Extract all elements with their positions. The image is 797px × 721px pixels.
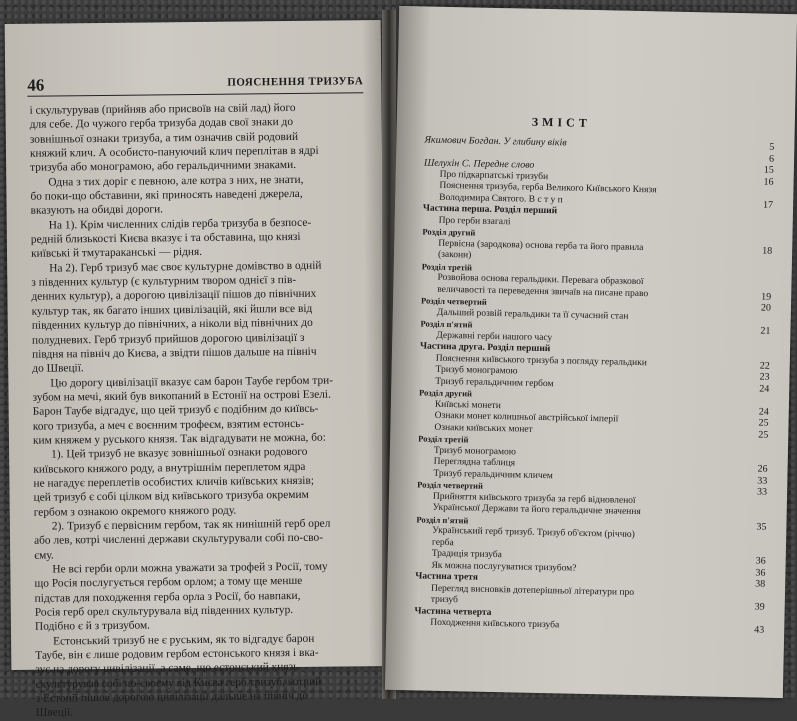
toc-entry-title: Розділ третій: [418, 433, 469, 445]
text-line: єму.: [34, 549, 54, 562]
text-line: 2). Тризуб є первісним гербом, так як нинішній герб орел: [51, 517, 331, 533]
text-line: редній близькості Києва вказує і та обставина, що князі: [30, 230, 301, 246]
text-line: Барон Таубе відгадує, що цей тризуб є подібним до київсь-: [32, 402, 319, 418]
toc-entry-title: Частина третя: [415, 571, 478, 583]
toc-entry-page: 36: [755, 566, 766, 579]
text-line: культур так, як багато інших цивілізацій, які йшли все від: [31, 302, 313, 318]
toc-entry-title: Первісна (зародкова) основа герба та його правила: [438, 238, 644, 253]
toc-entry-page: 35: [756, 521, 767, 533]
toc-entry-title: Якимович Богдан. У глибину віків: [424, 134, 567, 149]
toc-entry-title: Як можна послугуватися тризубом?: [431, 560, 577, 574]
toc-entry-title: Володимира Святого. В с т у п: [439, 192, 563, 205]
toc-entry-title: Розділ четвертий: [420, 295, 487, 307]
toc-entry-page: 6: [768, 153, 775, 165]
text-line: зубом на мечі, який був викопаний в Естонії на острові Езелі.: [32, 388, 331, 404]
toc-entry-page: 33: [756, 486, 768, 498]
toc-entry-page: 19: [761, 291, 772, 303]
text-line: з Естонії пішов дорогою цивілізації дальше на північ до: [35, 689, 309, 705]
text-line: для себе. До чужого герба тризуба додав свої знаки до: [29, 116, 294, 132]
toc-entry-title: Частина друга. Розділ перший: [419, 341, 551, 355]
toc-entry-title: Про герби взагалі: [438, 215, 511, 227]
toc-entry-page: 23: [759, 371, 770, 383]
text-line: Швеції.: [35, 706, 74, 720]
table-of-contents: [414, 134, 774, 636]
text-line: тризуба або монограмою, або геральдичними знаками.: [30, 159, 297, 175]
toc-entry-title: Переглядна таблиця: [433, 456, 516, 469]
toc-entry-title: Тризуб монограмою: [433, 445, 516, 457]
toc-entry-title: Перегляд висновків дотеперішньої літератури про: [430, 583, 635, 598]
toc-entry-page: 16: [763, 176, 774, 188]
toc-entry-title: Тризуб монограмою: [435, 364, 518, 377]
body-text: [29, 100, 371, 720]
text-line: Росія герб орел скультурувала від південних культур.: [34, 604, 294, 619]
toc-entry-page: 18: [762, 245, 773, 257]
toc-entry-title: Традиція тризуба: [431, 548, 502, 561]
toc-entry-title: Розділ другий: [419, 387, 473, 399]
text-line: до Швеції.: [32, 362, 84, 375]
text-line: Естонський тризуб не є руським, як то відгадує барон: [53, 632, 315, 648]
toc-entry-title: Розділ п'ятий: [420, 318, 473, 330]
text-line: з південних культур (є культурним твором однієї з пів-: [31, 274, 297, 289]
toc-entry-page: 24: [759, 383, 770, 395]
text-line: київського княжого роду, а внутрішнім переплетом ядра: [33, 460, 306, 476]
left-page: [5, 20, 388, 720]
page-number: 46: [27, 75, 45, 95]
toc-entry-title: Дальший розвій геральдики та її сучасний стан: [436, 307, 629, 322]
toc-entry-page: 22: [759, 360, 770, 372]
text-line: що Росія послугується гербом орлом; а тому ще менше: [34, 575, 303, 591]
toc-entry-title: Шелухін С. Передне слово: [423, 157, 535, 171]
text-line: 1). Цей тризуб не вказує зовнішньої ознаки родового: [51, 446, 308, 461]
toc-entry-title: Походження київського тризуба: [430, 617, 560, 631]
toc-entry-page: 24: [758, 406, 769, 418]
toc-entry-page: 25: [758, 417, 769, 429]
text-line: південних культур до північних, а ніколи від північних до: [31, 316, 313, 332]
toc-entry-title: (закони): [437, 249, 472, 261]
text-line: денних культур), а дорогою цивілізації пішов до північних: [31, 288, 317, 304]
toc-entry-page: 36: [755, 555, 766, 567]
text-line: не нагадує переплетів особистих кличів київських князів;: [33, 474, 315, 490]
toc-entry-title: Прийняття київського тризуба за герб відновленої: [432, 491, 636, 506]
toc-title: ЗМІСТ: [531, 114, 591, 130]
text-line: Таубе, він є лише родовим гербом естонського князя і вка-: [35, 646, 319, 662]
toc-entry-title: герба: [431, 537, 454, 548]
text-line: гербом з ознакою окремого княжого роду.: [33, 504, 237, 519]
toc-entry-page: 17: [763, 199, 774, 211]
text-line: На 2). Герб тризуб має своє культурне домівство в одній: [49, 259, 322, 275]
toc-entry-title: Розділ третій: [421, 260, 473, 272]
toc-entry-page: 39: [754, 601, 765, 613]
text-line: Цю дорогу цивілізації вказує сам барон Таубе гербом три-: [50, 374, 334, 390]
text-line: або лев, котрі численні держави скультурували собі по-сво-: [33, 531, 324, 548]
toc-entry-title: Київські монети: [434, 399, 501, 411]
toc-entry-title: Український герб тризуб. Тризуб об'єктом (річчю): [432, 525, 635, 540]
text-line: Не всі герби орли можна уважати за трофей з Росії, тому: [52, 560, 328, 576]
toc-entry-title: Тризуб геральдичним кличем: [433, 468, 553, 481]
text-line: півдня на північ до Києва, а звідти пішов дальше на північ: [32, 345, 317, 361]
toc-entry-title: Частина четверта: [414, 605, 492, 618]
running-title: ПОЯСНЕННЯ ТРИЗУБА: [227, 75, 364, 89]
toc-entry-title: Пояснення тризуба, герба Великого Київського Князя: [439, 180, 657, 196]
toc-entry-page: 26: [757, 463, 768, 475]
text-line: зує на дорогу цивілізації, а саме, що естонський князь: [35, 661, 299, 677]
text-line: кого тризуба, а меч є воєнним трофеєм, взятим естонсь-: [32, 417, 305, 433]
toc-entry-title: Про підкарпатські тризуби: [439, 169, 549, 182]
text-line: Подібно є й з тризубом.: [34, 619, 151, 634]
text-line: зовнішньої ознаки тризуба, а тим означив свій родовий: [29, 130, 299, 146]
toc-entry-title: Розділ четвертий: [417, 479, 484, 491]
toc-entry-title: Розділ другий: [422, 226, 476, 238]
text-line: цей тризуб є собі цілком від київського тризуба окремим: [33, 489, 309, 504]
toc-entry-page: 15: [763, 164, 774, 176]
toc-entry-page: 33: [757, 475, 768, 487]
toc-entry-title: Розвойова основа геральдики. Перевага образкової: [437, 272, 644, 288]
toc-entry-page: 25: [758, 429, 769, 441]
toc-entry-title: Тризуб геральдичним гербом: [435, 376, 554, 389]
text-line: скультурував собі по-своєму від Києва герб тризуб, котрий: [35, 675, 322, 691]
toc-entry-title: Державні герби нашого часу: [436, 330, 553, 343]
text-line: бо поки-що обставини, які приносять наведені джерела,: [30, 187, 303, 203]
toc-entry-title: Ознаки київських монет: [434, 422, 533, 435]
toc-entry-page: 20: [760, 302, 772, 314]
right-page: [385, 6, 797, 698]
toc-entry-title: величавості та переведення звичаїв на писане право: [437, 284, 649, 299]
text-line: Одна з тих доріг є певною, але котра з них, не знати,: [48, 173, 304, 189]
text-line: підстав для походження герба орла з Росії, бо навпаки,: [34, 589, 301, 605]
text-line: княжий клич. А особисто-пануючий клич переплітав в ядрі: [29, 144, 319, 160]
text-line: київські й тмутараканські — рідня.: [30, 246, 203, 261]
toc-entry-page: 21: [760, 325, 771, 337]
text-line: полудневих. Герб тризуб прийшов дорогою цивілізації з: [31, 331, 305, 347]
toc-entry-title: тризуб: [430, 594, 459, 606]
text-line: На 1). Крім численних слідів герба тризуба в безпосе-: [48, 216, 312, 232]
running-header: [27, 72, 363, 97]
toc-entry-page: 38: [755, 578, 766, 590]
toc-entry-title: Частина перша. Розділ перший: [422, 203, 558, 217]
toc-entry-title: Української Держави та його геральдичне значення: [432, 502, 641, 518]
text-line: вказують на обидві дороги.: [30, 203, 164, 218]
toc-entry-page: 5: [769, 141, 775, 153]
toc-entry-page: 43: [754, 624, 765, 636]
toc-entry-title: Ознаки монет колишньої австрійської імперії: [434, 410, 619, 425]
toc-entry-title: Пояснення київського тризуба з погляду геральдики: [435, 353, 647, 368]
text-line: і скультурував (прийняв або присвоїв на свій лад) його: [29, 101, 296, 117]
toc-entry-title: Розділ п'ятий: [416, 513, 469, 525]
text-line: ким княжем у руського князя. Так відгадувати не можна, бо:: [32, 431, 326, 447]
